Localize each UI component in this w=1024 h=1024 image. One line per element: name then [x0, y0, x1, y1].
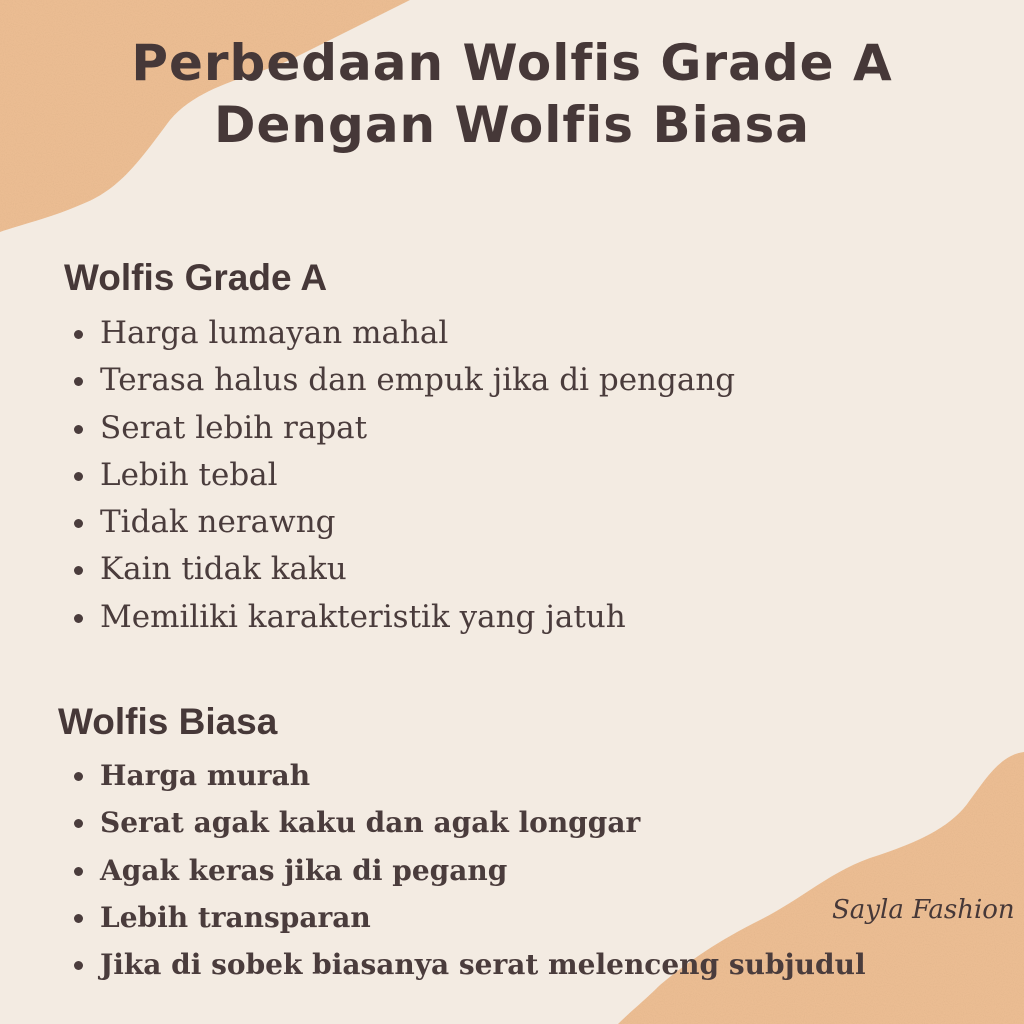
feature-list	[58, 752, 866, 988]
list-item: Lebih tebal	[64, 452, 735, 499]
bullet-icon	[74, 377, 83, 386]
list-item: Tidak nerawng	[64, 499, 735, 546]
title-line-2: Dengan Wolfis Biasa	[214, 96, 810, 154]
list-item: Jika di sobek biasanya serat melenceng subjudul	[58, 941, 866, 988]
bullet-icon	[74, 519, 83, 528]
section-heading: Wolfis Biasa	[58, 701, 278, 742]
bullet-icon	[74, 614, 83, 623]
bullet-icon	[74, 867, 83, 876]
title-line-1: Perbedaan Wolfis Grade A	[131, 34, 893, 92]
list-item: Lebih transparan	[58, 894, 866, 941]
list-item: Serat lebih rapat	[64, 405, 735, 452]
list-item: Harga murah	[58, 752, 866, 799]
bullet-icon	[74, 566, 83, 575]
section-biasa	[58, 700, 866, 988]
brand-signature: Sayla Fashion	[832, 895, 1015, 925]
feature-list	[64, 310, 735, 641]
list-item: Agak keras jika di pegang	[58, 847, 866, 894]
bullet-icon	[74, 330, 83, 339]
bullet-icon	[74, 472, 83, 481]
bullet-icon	[74, 961, 83, 970]
list-item: Kain tidak kaku	[64, 546, 735, 593]
list-item: Harga lumayan mahal	[64, 310, 735, 357]
list-item: Terasa halus dan empuk jika di pengang	[64, 357, 735, 404]
bullet-icon	[74, 819, 83, 828]
list-item: Serat agak kaku dan agak longgar	[58, 799, 866, 846]
section-heading: Wolfis Grade A	[64, 257, 328, 298]
bullet-icon	[74, 914, 83, 923]
bullet-icon	[74, 772, 83, 781]
bullet-icon	[74, 425, 83, 434]
page-title	[60, 32, 964, 156]
list-item: Memiliki karakteristik yang jatuh	[64, 594, 735, 641]
section-grade-a	[64, 256, 735, 641]
